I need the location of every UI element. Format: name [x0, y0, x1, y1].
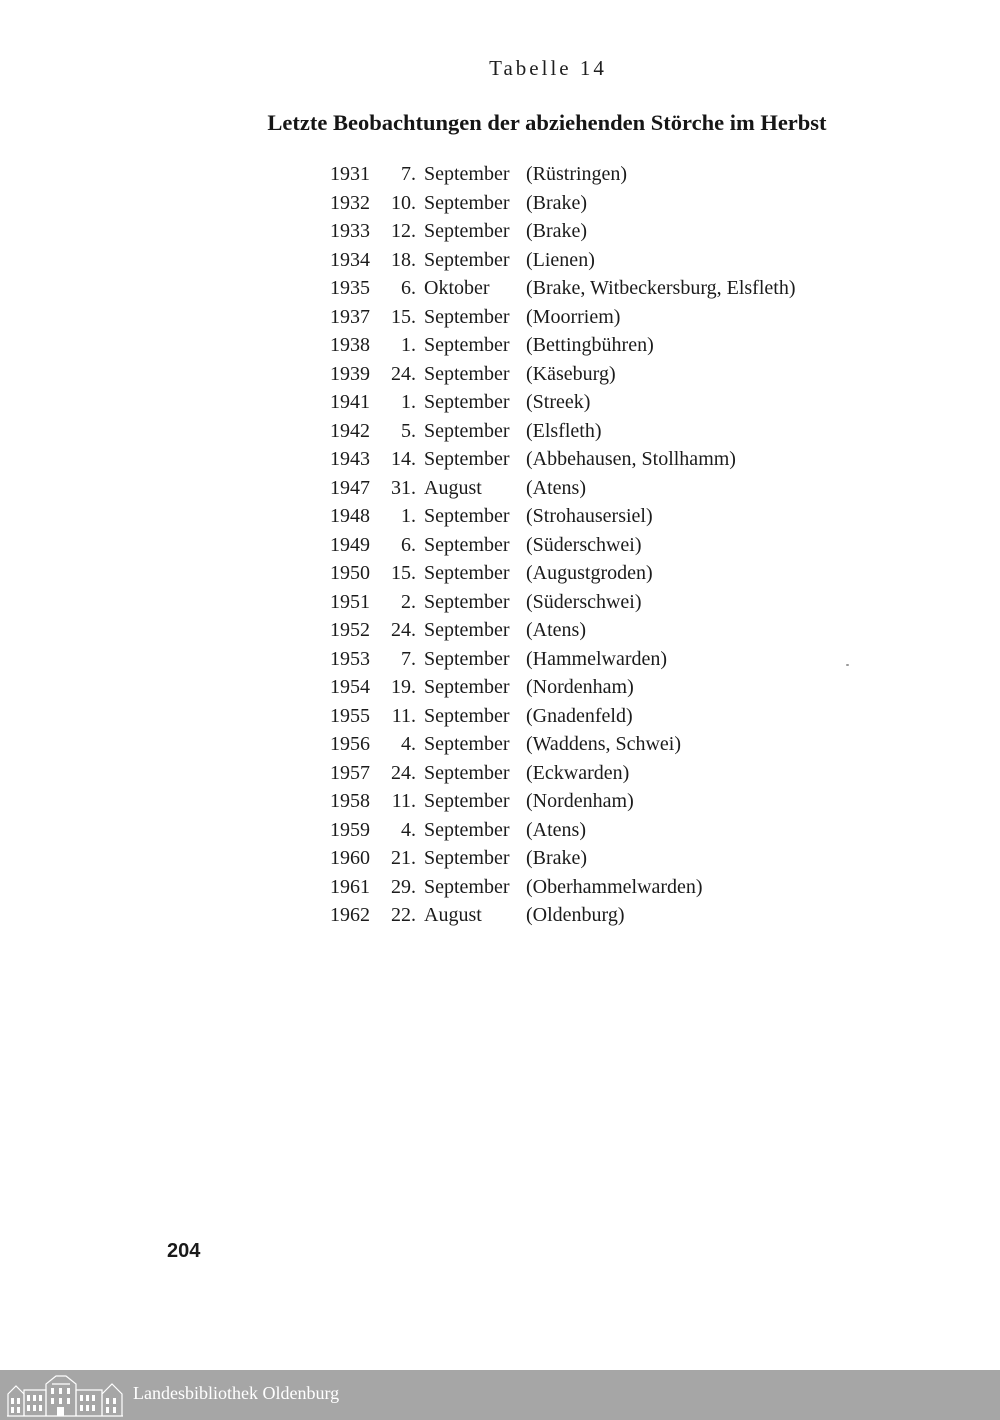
row-day: 6.: [401, 533, 416, 556]
row-month: September: [424, 163, 510, 185]
row-place: (Brake, Witbeckersburg, Elsfleth): [526, 277, 796, 299]
row-month: September: [424, 334, 510, 356]
row-year: 1957: [330, 761, 370, 784]
row-month: September: [424, 647, 510, 670]
row-place: (Strohausersiel): [526, 505, 653, 527]
row-day: 31.: [391, 476, 416, 499]
row-month: September: [424, 704, 510, 727]
row-month: September: [424, 220, 510, 242]
row-day: 19.: [391, 676, 416, 698]
row-place: (Brake): [526, 220, 588, 242]
row-day: 18.: [391, 248, 416, 271]
row-day: 6.: [401, 277, 416, 299]
row-place: (Elsfleth): [526, 419, 602, 442]
row-place: (Hammelwarden): [526, 647, 668, 670]
row-month: September: [424, 733, 510, 755]
row-place: (Nordenham): [526, 676, 634, 698]
row-day: 4.: [401, 733, 416, 755]
library-building-icon: [6, 1372, 124, 1418]
row-year: 1948: [330, 505, 370, 527]
table-caption: Tabelle 14: [489, 56, 607, 80]
row-year: 1934: [330, 248, 370, 271]
row-year: 1939: [330, 362, 370, 385]
row-day: 21.: [391, 847, 416, 869]
row-day: 15.: [391, 305, 416, 328]
row-place: (Bettingbühren): [526, 334, 654, 356]
row-day: 22.: [391, 904, 416, 926]
row-year: 1958: [330, 790, 370, 812]
row-day: 24.: [391, 619, 416, 641]
row-month: September: [424, 533, 510, 556]
row-year: 1937: [330, 305, 370, 328]
row-month: Oktober: [424, 277, 490, 299]
row-place: (Atens): [526, 818, 586, 841]
row-year: 1943: [330, 448, 370, 470]
row-year: 1941: [330, 391, 370, 413]
row-year: 1951: [330, 590, 370, 613]
row-month: September: [424, 248, 510, 271]
row-month: September: [424, 419, 510, 442]
row-day: 4.: [401, 818, 416, 841]
row-year: 1956: [330, 733, 370, 755]
row-place: (Käseburg): [526, 362, 616, 385]
row-year: 1938: [330, 334, 370, 356]
row-day: 1.: [401, 505, 416, 527]
row-day: 12.: [391, 220, 416, 242]
row-year: 1935: [330, 277, 370, 299]
row-year: 1950: [330, 562, 370, 584]
row-place: (Brake): [526, 847, 588, 869]
row-place: (Brake): [526, 191, 588, 214]
row-month: September: [424, 875, 510, 898]
row-place: (Moorriem): [526, 305, 621, 328]
row-year: 1955: [330, 704, 370, 727]
row-day: 7.: [401, 647, 416, 670]
row-year: 1954: [330, 676, 370, 698]
row-month: September: [424, 619, 510, 641]
row-place: (Streek): [526, 391, 591, 413]
row-place: (Eckwarden): [526, 761, 630, 784]
library-footer: [0, 1370, 1000, 1420]
row-day: 7.: [401, 163, 416, 185]
row-place: (Gnadenfeld): [526, 704, 633, 727]
row-month: September: [424, 391, 510, 413]
row-year: 1952: [330, 619, 370, 641]
row-month: September: [424, 362, 510, 385]
row-day: 5.: [401, 419, 416, 442]
row-place: (Lienen): [526, 248, 595, 271]
row-day: 2.: [401, 590, 416, 613]
row-day: 1.: [401, 391, 416, 413]
row-month: September: [424, 448, 510, 470]
row-year: 1960: [330, 847, 370, 869]
row-year: 1949: [330, 533, 370, 556]
row-month: September: [424, 761, 510, 784]
row-place: (Atens): [526, 476, 586, 499]
row-year: 1962: [330, 904, 370, 926]
row-month: September: [424, 790, 510, 812]
row-place: (Atens): [526, 619, 586, 641]
row-place: (Oldenburg): [526, 904, 625, 926]
library-name: Landesbibliothek Oldenburg: [133, 1383, 340, 1403]
row-month: September: [424, 505, 510, 527]
row-place: (Süderschwei): [526, 533, 642, 556]
row-month: September: [424, 590, 510, 613]
row-day: 15.: [391, 562, 416, 584]
row-month: September: [424, 847, 510, 869]
row-place: (Abbehausen, Stollhamm): [526, 448, 736, 470]
row-year: 1932: [330, 191, 370, 214]
row-place: (Augustgroden): [526, 562, 653, 584]
table-title: Letzte Beobachtungen der abziehenden Störche im Herbst: [267, 110, 827, 135]
row-place: (Rüstringen): [526, 163, 628, 185]
row-place: (Oberhammelwarden): [526, 875, 703, 898]
row-place: (Süderschwei): [526, 590, 642, 613]
row-day: 11.: [391, 790, 416, 812]
row-place: (Nordenham): [526, 790, 634, 812]
row-year: 1953: [330, 647, 370, 670]
row-day: 11.: [391, 704, 416, 727]
row-place: (Waddens, Schwei): [526, 733, 682, 755]
row-month: August: [424, 904, 482, 926]
row-day: 24.: [391, 362, 416, 385]
row-year: 1959: [330, 818, 370, 841]
row-year: 1942: [330, 419, 370, 442]
row-month: September: [424, 676, 510, 698]
row-month: September: [424, 191, 510, 214]
row-month: August: [424, 476, 482, 499]
row-year: 1933: [330, 220, 370, 242]
row-month: September: [424, 818, 510, 841]
row-day: 14.: [391, 448, 416, 470]
row-day: 10.: [391, 191, 416, 214]
row-month: September: [424, 305, 510, 328]
page-number: 204: [167, 1240, 201, 1262]
row-month: September: [424, 562, 510, 584]
row-year: 1947: [330, 476, 370, 499]
row-day: 1.: [401, 334, 416, 356]
row-year: 1961: [330, 875, 370, 898]
row-day: 29.: [391, 875, 416, 898]
row-day: 24.: [391, 761, 416, 784]
scan-speck: [846, 664, 849, 666]
row-year: 1931: [330, 163, 370, 185]
